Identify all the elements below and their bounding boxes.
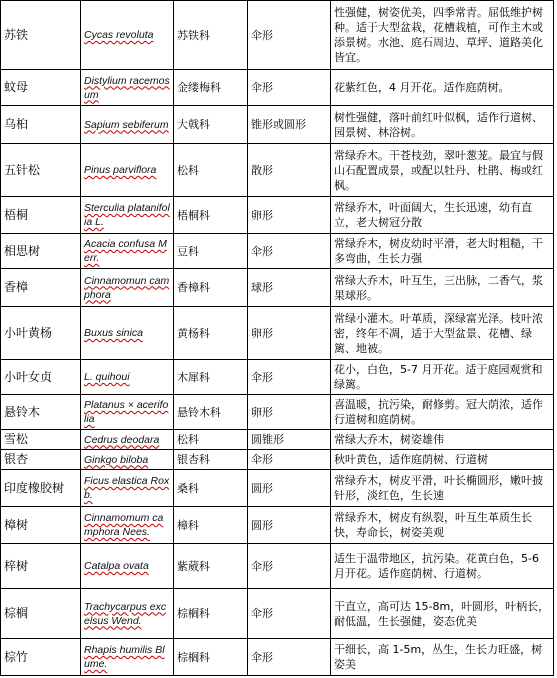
- plant-family: 桑科: [174, 470, 248, 507]
- table-row: [1, 360, 554, 395]
- crown-shape: 伞形: [248, 360, 331, 395]
- crown-shape: 伞形: [248, 450, 331, 470]
- crown-shape: 圆形: [248, 507, 331, 544]
- plant-name: 五针松: [1, 144, 81, 197]
- plant-description: 常绿乔木，叶面阔大，生长迅速，幼有直立，老大树冠分散: [331, 197, 554, 234]
- plant-name: 雪松: [1, 430, 81, 450]
- table-row: [1, 450, 554, 470]
- latin-name: Sterculia platanifolia L.: [81, 197, 174, 234]
- crown-shape: 球形: [248, 269, 331, 307]
- crown-shape: 圆形: [248, 470, 331, 507]
- plant-description: 常绿乔木，树皮有纵裂，叶互生革质生长快，寿命长，树姿美观: [331, 507, 554, 544]
- table-row: [1, 234, 554, 269]
- table-row: [1, 395, 554, 430]
- crown-shape: 伞形: [248, 544, 331, 589]
- latin-name: Ginkgo biloba: [81, 450, 174, 470]
- plant-description: 适生于温带地区，抗污染。花黄白色，5-6 月开花。适作庭荫树、行道树。: [331, 544, 554, 589]
- plant-family: 金缕梅科: [174, 70, 248, 106]
- plant-family: 香樟科: [174, 269, 248, 307]
- crown-shape: 伞形: [248, 234, 331, 269]
- latin-name: Acacia confusa Merr.: [81, 234, 174, 269]
- plant-description: 常绿大乔木，树姿雄伟: [331, 430, 554, 450]
- plant-family: 紫葳科: [174, 544, 248, 589]
- plant-description: 常绿乔木。干苍枝劲，翠叶葱茏。最宜与假山石配置成景，或配以牡丹、杜鹃、梅或红枫。: [331, 144, 554, 197]
- table-row: [1, 70, 554, 106]
- plant-name: 棕榈: [1, 589, 81, 639]
- plant-name: 小叶黄杨: [1, 307, 81, 360]
- crown-shape: 伞形: [248, 639, 331, 676]
- plant-family: 松科: [174, 430, 248, 450]
- plant-description: 常绿乔木，树皮平滑，叶长椭圆形，嫩叶披针形，淡红色，生长速: [331, 470, 554, 507]
- table-row: [1, 269, 554, 307]
- plant-description: 树性强健，落叶前红叶似枫，适作行道树、园景树、林浴树。: [331, 106, 554, 144]
- crown-shape: 伞形: [248, 589, 331, 639]
- plant-table-body: [1, 1, 554, 676]
- plant-family: 银杏科: [174, 450, 248, 470]
- plant-name: 蚊母: [1, 70, 81, 106]
- plant-description: 喜温暖，抗污染，耐修剪。冠大荫浓，适作行道树和庭荫树。: [331, 395, 554, 430]
- crown-shape: 锥形或圆形: [248, 106, 331, 144]
- plant-name: 悬铃木: [1, 395, 81, 430]
- latin-name: Rhapis humilis Blume.: [81, 639, 174, 676]
- plant-family: 苏铁科: [174, 1, 248, 70]
- plant-name: 小叶女贞: [1, 360, 81, 395]
- plant-family: 悬铃木科: [174, 395, 248, 430]
- plant-family: 棕榈科: [174, 639, 248, 676]
- plant-name: 梧桐: [1, 197, 81, 234]
- latin-name: Pinus parviflora: [81, 144, 174, 197]
- plant-name: 银杏: [1, 450, 81, 470]
- plant-name: 香樟: [1, 269, 81, 307]
- crown-shape: 卵形: [248, 395, 331, 430]
- latin-name: Cedrus deodara: [81, 430, 174, 450]
- plant-family: 松科: [174, 144, 248, 197]
- latin-name: Buxus sinica: [81, 307, 174, 360]
- latin-name: Ficus elastica Roxb.: [81, 470, 174, 507]
- plant-name: 棕竹: [1, 639, 81, 676]
- table-row: [1, 470, 554, 507]
- table-row: [1, 430, 554, 450]
- plant-description: 性强健，树姿优美，四季常青。屈低维护树种。适于大型盆栽，花槽栽植，可作主木或添景树。水池、庭石周边、草坪、道路美化皆宜。: [331, 1, 554, 70]
- latin-name: Catalpa ovata: [81, 544, 174, 589]
- table-row: [1, 589, 554, 639]
- plant-name: 梓树: [1, 544, 81, 589]
- latin-name: L. quihoui: [81, 360, 174, 395]
- table-row: [1, 1, 554, 70]
- plant-description: 秋叶黄色，适作庭荫树、行道树: [331, 450, 554, 470]
- crown-shape: 散形: [248, 144, 331, 197]
- crown-shape: 圆锥形: [248, 430, 331, 450]
- crown-shape: 伞形: [248, 70, 331, 106]
- latin-name: Cinnamomun camphora: [81, 269, 174, 307]
- plant-family: 棕榈科: [174, 589, 248, 639]
- plant-name: 印度橡胶树: [1, 470, 81, 507]
- plant-family: 黄杨科: [174, 307, 248, 360]
- plant-description: 干直立，高可达 15-8m，叶圆形，叶柄长，耐低温，生长强健，姿态优美: [331, 589, 554, 639]
- latin-name: Cycas revoluta: [81, 1, 174, 70]
- plant-family: 豆科: [174, 234, 248, 269]
- table-row: [1, 307, 554, 360]
- plant-name: 乌桕: [1, 106, 81, 144]
- plant-description: 常绿大乔木，叶互生，三出脉，二香气，浆果球形。: [331, 269, 554, 307]
- table-row: [1, 507, 554, 544]
- latin-name: Sapium sebiferum: [81, 106, 174, 144]
- latin-name: Distylium racemosum: [81, 70, 174, 106]
- latin-name: Platanus × acerifolia: [81, 395, 174, 430]
- plant-family: 樟科: [174, 507, 248, 544]
- plant-name: 苏铁: [1, 1, 81, 70]
- plant-family: 木犀科: [174, 360, 248, 395]
- table-row: [1, 544, 554, 589]
- plant-description: 花小，白色，5-7 月开花。适于庭园观赏和绿篱。: [331, 360, 554, 395]
- crown-shape: 卵形: [248, 197, 331, 234]
- plant-description: 常绿乔木，树皮幼时平滑，老大时粗糙，干多弯曲，生长力强: [331, 234, 554, 269]
- table-row: [1, 197, 554, 234]
- plant-description: 常绿小灌木。叶革质，深绿富光泽。枝叶浓密，终年不凋，适于大型盆景、花槽、绿篱、地被。: [331, 307, 554, 360]
- plant-family: 大戟科: [174, 106, 248, 144]
- crown-shape: 伞形: [248, 1, 331, 70]
- plant-description: 花紫红色，4 月开花。适作庭荫树。: [331, 70, 554, 106]
- table-row: [1, 144, 554, 197]
- table-row: [1, 639, 554, 676]
- table-row: [1, 106, 554, 144]
- latin-name: Cinnamomum camphora Nees.: [81, 507, 174, 544]
- latin-name: Trachycarpus excelsus Wend.: [81, 589, 174, 639]
- crown-shape: 卵形: [248, 307, 331, 360]
- plant-name: 相思树: [1, 234, 81, 269]
- plant-family: 梧桐科: [174, 197, 248, 234]
- plant-name: 樟树: [1, 507, 81, 544]
- plant-description: 干细长，高 1-5m，丛生，生长力旺盛，树姿美: [331, 639, 554, 676]
